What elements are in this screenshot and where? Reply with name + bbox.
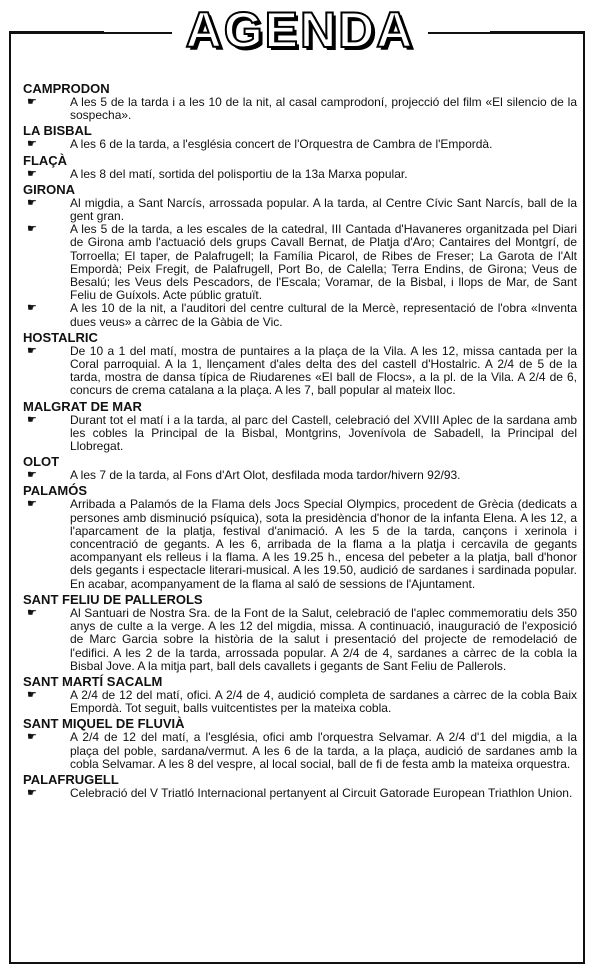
- event-entry: [23, 168, 583, 181]
- event-text: A les 5 de la tarda, a les escales de la catedral, III Cantada d'Havaneres organitzada pel Diari de Girona amb l'actuació dels grups Cavall Bernat, de Platja d'Aro; Cantaires del Montgrí, de Torroella; El taper, de Palafrugell; la Família Picarol, de Ribes de Freser; La Garota de l'Alt Empordà; Peix Fregit, de Palafrugell, Port Bo, de Calella; Terra Endins, de Girona; Veus de Besalú; les Veus dels Pescadors, de l'Escala; Voramar, de la Bisbal, i llops de Mar, de Sant Feliu de Guíxols. Acte públic gratuït.: [70, 222, 577, 303]
- pointing-hand-icon: ☛: [27, 786, 37, 799]
- town-heading: OLOT: [23, 454, 60, 470]
- town-heading: SANT MIQUEL DE FLUVIÀ: [23, 716, 185, 732]
- page-title: AGENDA: [172, 2, 429, 62]
- town-heading: CAMPRODON: [23, 81, 110, 96]
- pointing-hand-icon: ☛: [27, 302, 37, 315]
- event-entry: [23, 787, 583, 800]
- pointing-hand-icon: ☛: [27, 688, 37, 701]
- event-entry: [23, 138, 583, 151]
- town-heading: SANT MARTÍ SACALM: [23, 673, 163, 689]
- pointing-hand-icon: ☛: [27, 344, 37, 357]
- town-heading: GIRONA: [23, 181, 75, 197]
- pointing-hand-icon: ☛: [27, 138, 37, 151]
- event-text: Durant tot el matí i a la tarda, al parc del Castell, celebració del XVIII Aplec de la sardana amb les cobles la Principal de la Bisbal, Montgrins, Jovenívola de Sabadell, la Principal del Llobregat.: [70, 412, 577, 454]
- pointing-hand-icon: ☛: [27, 196, 37, 209]
- agenda-list: [23, 80, 583, 800]
- pointing-hand-icon: ☛: [27, 606, 37, 619]
- event-text: Al migdia, a Sant Narcís, arrossada popular. A la tarda, al Centre Cívic Sant Narcís, ball de la gent gran.: [70, 195, 577, 224]
- town-heading: LA BISBAL: [23, 123, 92, 139]
- event-entry: [23, 689, 583, 715]
- event-text: A les 6 de la tarda, a l'església concert de l'Orquestra de Cambra de l'Empordà.: [70, 137, 493, 152]
- pointing-hand-icon: ☛: [27, 731, 37, 744]
- town-heading: FLAÇÀ: [23, 152, 68, 168]
- pointing-hand-icon: ☛: [27, 96, 37, 108]
- event-entry: [23, 223, 583, 302]
- event-entry: [23, 197, 583, 223]
- event-text: A 2/4 de 12 del matí, ofici. A 2/4 de 4, audició completa de sardanes a càrrec de la cobla Baix Empordà. Tot seguit, balls vuitcentistes per la mateixa cobla.: [70, 687, 577, 716]
- event-entry: [23, 498, 583, 590]
- town-heading: PALAMÓS: [23, 483, 88, 499]
- event-text: A les 10 de la nit, a l'auditori del centre cultural de la Mercè, representació de l'obra «Inventa dues veus» a càrrec de la Gàbia de Vic.: [70, 301, 577, 329]
- event-entry: [23, 96, 583, 122]
- event-text: A les 5 de la tarda i a les 10 de la nit, al casal camprodoní, projecció del film «El silencio de la sospecha».: [70, 95, 577, 123]
- event-text: Al Santuari de Nostra Sra. de la Font de la Salut, celebració de l'aplec commemoratiu dels 350 anys de culte a la verge. A les 12 del migdia, missa. A continuació, inauguració de l'exposició de Marc Garcia sobre la història de la salut i presentació del projecte de remodelació de l'edifici. A les 2 de la tarda, arrossada popular. A 2/4 de 4, sardanes a càrrec de la cobla la Bisbal Jove. A la mitja part, ball dels cavallets i gegants de Sant Feliu de Pallerols.: [70, 605, 577, 673]
- event-text: A 2/4 de 12 del matí, a l'església, ofici amb l'orquestra Selvamar. A 2/4 d'1 del migdia, a la plaça del poble, sardana/vermut. A les 6 de la tarda, a la plaça, audició de sardanes amb la cobla Selvamar. A les 8 del vespre, al local social, ball de fi de festa amb la mateixa orquestra.: [70, 730, 577, 771]
- event-text: A les 7 de la tarda, al Fons d'Art Olot, desfilada moda tardor/hivern 92/93.: [70, 468, 461, 483]
- event-text: Celebració del V Triatló Internacional pertanyent al Circuit Gatorade European Triathlon Union.: [70, 785, 573, 800]
- event-entry: [23, 469, 583, 482]
- town-heading: SANT FELIU DE PALLEROLS: [23, 591, 203, 607]
- event-entry: [23, 414, 583, 454]
- pointing-hand-icon: ☛: [27, 498, 37, 511]
- event-text: Arribada a Palamós de la Flama dels Jocs Special Olympics, procedent de Grècia (dedicats a persones amb disminució psíquica), sota la presidència d'honor de la infanta Elena. A les 12, a l'aparcament de la platja, festival d'animació. A les 5 de la tarda, cançons i xerinola i concentració de gegants. A les 6, arribada de la flama a la platja i cercavila de gegants acompanyant els relleus i la flama. A les 19.25 h., encesa del pebeter a la platja, ball d'honor dels gegants i espectacle literari-musical. A les 19.50, audició de sardanes i sardinada popular. En acabar, acompanyament de la flama al saló de sessions de l'Ajuntament.: [70, 497, 577, 591]
- event-text: A les 8 del matí, sortida del polisportiu de la 13a Marxa popular.: [70, 166, 408, 181]
- pointing-hand-icon: ☛: [27, 167, 37, 180]
- event-text: De 10 a 1 del matí, mostra de puntaires a la plaça de la Vila. A les 12, missa cantada per la Coral parroquial. A la 1, llençament d'ales delta des del castell d'Hostalric. A 2/4 de 5 de la tarda, mostra de dansa típica de Riudarenes «El ball de Flocs», a la pl. de la Vila. A 2/4 de 6, concurs de crema catalana a la plaça. A les 7, ball popular al mateix lloc.: [70, 343, 577, 398]
- event-entry: [23, 731, 583, 771]
- town-heading: PALAFRUGELL: [23, 771, 119, 787]
- event-entry: [23, 302, 583, 328]
- pointing-hand-icon: ☛: [27, 469, 37, 482]
- town-heading: MALGRAT DE MAR: [23, 398, 142, 414]
- event-entry: [23, 345, 583, 398]
- pointing-hand-icon: ☛: [27, 413, 37, 426]
- town-heading: HOSTALRIC: [23, 329, 98, 345]
- pointing-hand-icon: ☛: [27, 223, 37, 236]
- event-entry: [23, 607, 583, 673]
